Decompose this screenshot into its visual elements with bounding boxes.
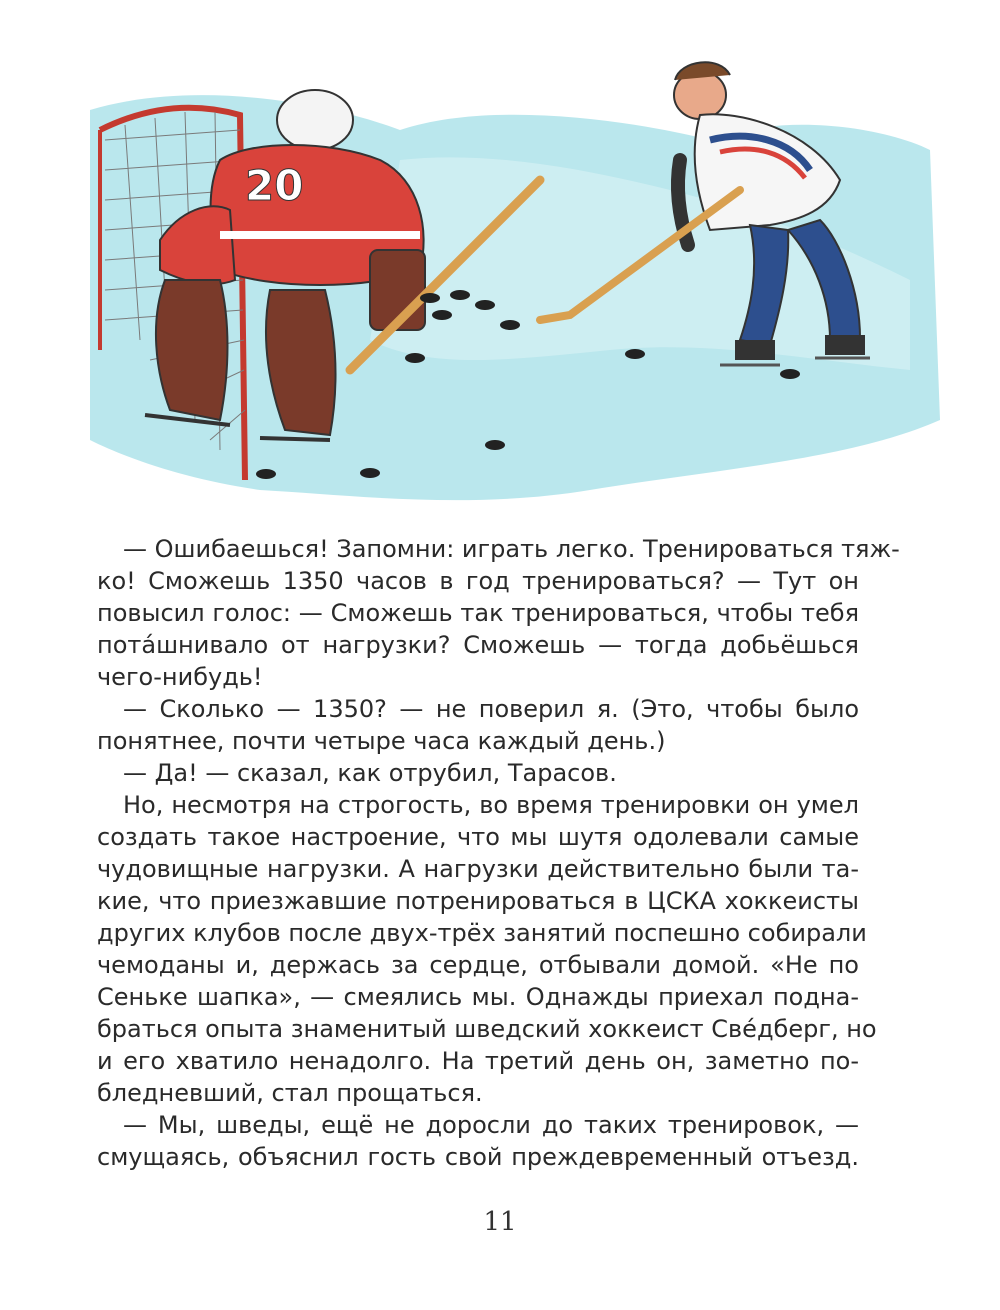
goalie-jersey-number: 20 xyxy=(245,161,304,210)
text-line: чего-нибудь! xyxy=(97,663,263,691)
text-line: чемоданы и, держась за сердце, отбывали домой. «Не по xyxy=(97,951,859,979)
puck xyxy=(780,369,800,379)
story-text xyxy=(97,533,900,1173)
puck xyxy=(256,469,276,479)
text-line: ко! Сможешь 1350 часов в год тренироваться? — Тут он xyxy=(97,567,859,595)
text-line: кие, что приезжавшие потренироваться в ЦСКА хоккеисты xyxy=(97,887,859,915)
puck xyxy=(485,440,505,450)
text-line: других клубов после двух-трёх занятий поспешно собирали xyxy=(97,919,867,947)
text-line: бледневший, стал прощаться. xyxy=(97,1079,483,1107)
puck xyxy=(450,290,470,300)
text-line: чудовищные нагрузки. А нагрузки действительно были та- xyxy=(97,855,859,883)
text-line: браться опыта знаменитый шведский хоккеист Свéдберг, но xyxy=(97,1015,877,1043)
text-line: создать такое настроение, что мы шутя одолевали самые xyxy=(97,823,859,851)
text-line: повысил голос: — Сможешь так тренироваться, чтобы тебя xyxy=(97,599,859,627)
text-line: — Сколько — 1350? — не поверил я. (Это, чтобы было xyxy=(123,695,859,723)
puck xyxy=(500,320,520,330)
text-line: — Ошибаешься! Запомни: играть легко. Тренироваться тяж- xyxy=(123,535,900,563)
text-line: потáшнивало от нагрузки? Сможешь — тогда добьёшься xyxy=(97,631,859,659)
puck xyxy=(475,300,495,310)
text-line: Сеньке шапка», — смеялись мы. Однажды приехал подна- xyxy=(97,983,859,1011)
puck xyxy=(420,293,440,303)
text-line: смущаясь, объяснил гость свой преждевременный отъезд. xyxy=(97,1143,859,1171)
text-line: — Мы, шведы, ещё не доросли до таких тренировок, — xyxy=(123,1111,859,1139)
hockey-practice-illustration xyxy=(70,40,950,510)
text-line: понятнее, почти четыре часа каждый день.) xyxy=(97,727,666,755)
puck xyxy=(360,468,380,478)
puck xyxy=(432,310,452,320)
puck xyxy=(625,349,645,359)
text-line: Но, несмотря на строгость, во время тренировки он умел xyxy=(123,791,859,819)
text-line: — Да! — сказал, как отрубил, Тарасов. xyxy=(123,759,617,787)
puck xyxy=(405,353,425,363)
text-line: и его хватило ненадолго. На третий день он, заметно по- xyxy=(97,1047,859,1075)
page-number: 11 xyxy=(483,1207,517,1237)
